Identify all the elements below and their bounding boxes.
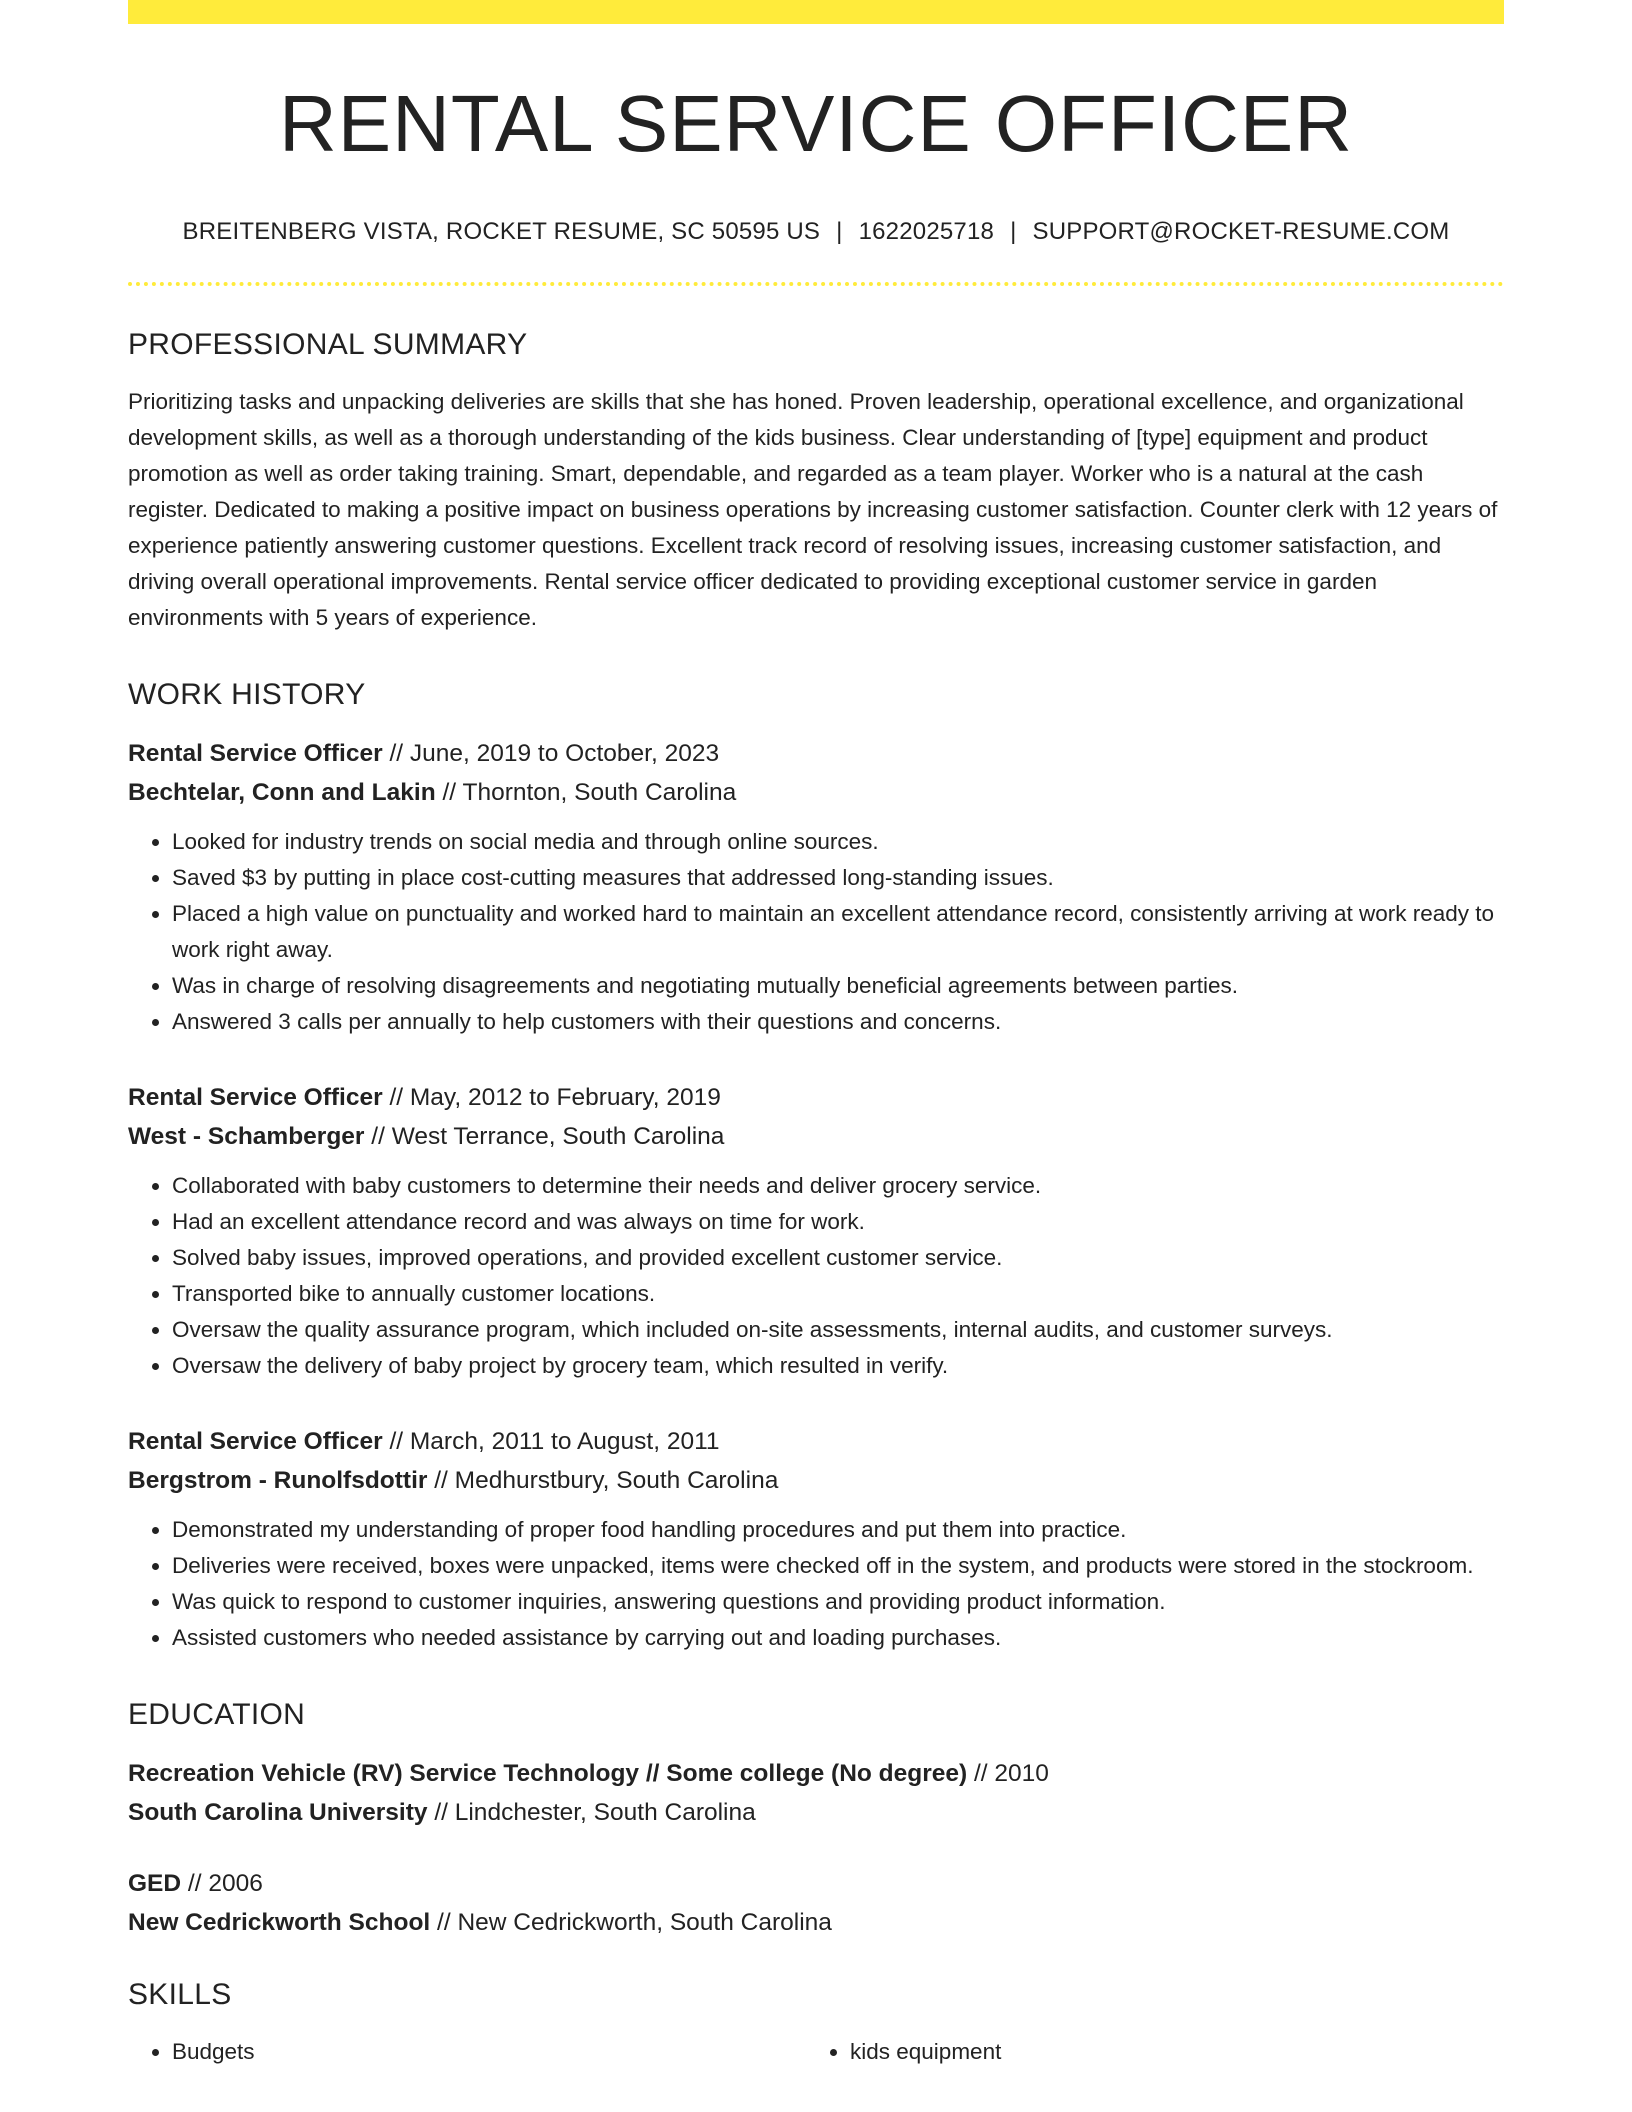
job-role: Rental Service Officer [128,1428,383,1455]
job-bullet: • Collaborated with baby customers to determine their needs and deliver grocery service. [172,1168,1504,1204]
education-degree-line [128,1864,1504,1903]
contact-address: BREITENBERG VISTA, ROCKET RESUME, SC 50595 US [182,218,821,245]
job-location: // West Terrance, South Carolina [364,1123,725,1150]
job-entry [128,734,1504,1040]
skills-section [128,1978,1504,2070]
job-bullet: • Oversaw the quality assurance program, which included on-site assessments, internal audits, and customer surveys. [172,1312,1504,1348]
summary-section [128,328,1504,636]
job-company-line [128,1117,1504,1156]
summary-text: Prioritizing tasks and unpacking deliveries are skills that she has honed. Proven leadership, operational excellence, and organizational development skills, as well as a thorough understanding of the kids business. Clear understanding of [type] equipment and product promotion as well as order taking training. Smart, dependable, and regarded as a team player. Worker who is a natural at the cash register. Dedicated to making a positive impact on business operations by increasing customer satisfaction. Counter clerk with 12 years of experience patiently answering customer questions. Excellent track record of resolving issues, increasing customer satisfaction, and driving overall operational improvements. Rental service officer dedicated to providing exceptional customer service in garden environments with 5 years of experience. [128,389,1498,630]
job-bullets [128,1168,1504,1384]
work-history-heading: WORK HISTORY [128,678,366,711]
job-bullets [128,1512,1504,1656]
job-bullet: • Solved baby issues, improved operations, and provided excellent customer service. [172,1240,1504,1276]
job-bullet: • Answered 3 calls per annually to help customers with their questions and concerns. [172,1004,1504,1040]
job-bullet: • Oversaw the delivery of baby project by grocery team, which resulted in verify. [172,1348,1504,1384]
education-year: // 2006 [181,1870,263,1897]
job-company-line [128,773,1504,812]
job-bullet: • Transported bike to annually customer locations. [172,1276,1504,1312]
accent-top-bar [128,0,1504,24]
education-location: // Lindchester, South Carolina [427,1799,756,1826]
job-entry [128,1078,1504,1384]
work-history-section [128,678,1504,1656]
job-location: // Medhurstbury, South Carolina [427,1467,779,1494]
job-location: // Thornton, South Carolina [435,779,737,806]
education-entry [128,1754,1504,1832]
education-heading: EDUCATION [128,1698,306,1731]
skills-list-left [128,2034,806,2070]
job-bullet: • Was quick to respond to customer inquiries, answering questions and providing product information. [172,1584,1504,1620]
job-company: Bergstrom - Runolfsdottir [128,1467,428,1494]
job-bullet: • Was in charge of resolving disagreements and negotiating mutually beneficial agreements between parties. [172,968,1504,1004]
job-company: Bechtelar, Conn and Lakin [128,779,436,806]
job-bullet: • Saved $3 by putting in place cost-cutting measures that addressed long-standing issues. [172,860,1504,896]
skills-list-right [806,2034,1484,2070]
job-bullet: • Demonstrated my understanding of proper food handling procedures and put them into practice. [172,1512,1504,1548]
education-entry [128,1864,1504,1942]
education-school: New Cedrickworth School [128,1909,431,1936]
job-bullet: • Placed a high value on punctuality and worked hard to maintain an excellent attendance record, consistently arriving at work ready to work right away. [172,896,1504,968]
education-degree-line [128,1754,1504,1793]
job-bullet: • Had an excellent attendance record and was always on time for work. [172,1204,1504,1240]
job-bullet: • Assisted customers who needed assistance by carrying out and loading purchases. [172,1620,1504,1656]
education-school-line [128,1903,1504,1942]
job-role: Rental Service Officer [128,740,383,767]
resume-page [128,0,1504,2070]
education-year: // 2010 [967,1760,1049,1787]
job-dates: // June, 2019 to October, 2023 [382,740,720,767]
job-dates: // May, 2012 to February, 2019 [382,1084,721,1111]
job-role: Rental Service Officer [128,1084,383,1111]
resume-name-title: RENTAL SERVICE OFFICER [278,79,1354,168]
job-title-line [128,1422,1504,1461]
skills-grid [128,2034,1504,2070]
job-dates: // March, 2011 to August, 2011 [382,1428,720,1455]
education-section [128,1698,1504,1942]
job-bullet: • Deliveries were received, boxes were unpacked, items were checked off in the system, and products were stored in the stockroom. [172,1548,1504,1584]
job-bullets [128,824,1504,1040]
job-entry [128,1422,1504,1656]
contact-phone: 1622025718 [858,218,995,245]
education-degree: Recreation Vehicle (RV) Service Technology // Some college (No degree) [128,1760,968,1787]
education-school-line [128,1793,1504,1832]
contact-separator: | [1010,218,1017,245]
job-bullet: • Looked for industry trends on social media and through online sources. [172,824,1504,860]
education-school: South Carolina University [128,1799,428,1826]
job-title-line [128,1078,1504,1117]
summary-heading: PROFESSIONAL SUMMARY [128,328,528,361]
skills-heading: SKILLS [128,1978,232,2011]
contact-line [128,218,1504,246]
contact-email[interactable]: SUPPORT@ROCKET-RESUME.COM [1032,218,1450,245]
job-title-line [128,734,1504,773]
education-location: // New Cedrickworth, South Carolina [430,1909,832,1936]
skill-item: • kids equipment [850,2034,1484,2070]
skill-item: • Budgets [172,2034,806,2070]
header-divider [128,282,1504,286]
contact-separator: | [836,218,843,245]
job-company-line [128,1461,1504,1500]
job-company: West - Schamberger [128,1123,365,1150]
education-degree: GED [128,1870,182,1897]
